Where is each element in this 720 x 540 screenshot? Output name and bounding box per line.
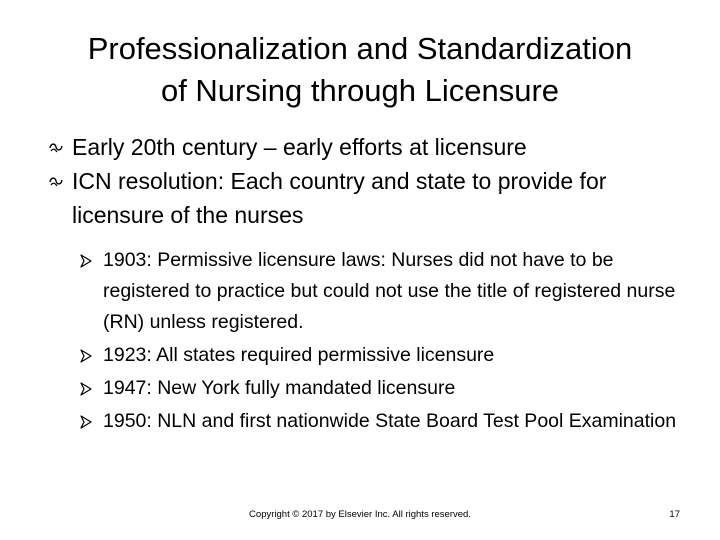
arrowhead-bullet-icon xyxy=(80,349,92,363)
page-number: 17 xyxy=(669,509,680,520)
copyright-footer: Copyright © 2017 by Elsevier Inc. All rights reserved. xyxy=(249,509,471,520)
sub-bullet-text: 1923: All states required permissive licensure xyxy=(103,344,495,366)
title-line-2: of Nursing through Licensure xyxy=(160,73,560,108)
sub-bullet-text: 1903: Permissive licensure laws: Nurses did not have to be registered to practice but could not use the title of registered nurse (RN) unless registered. xyxy=(103,249,676,333)
title-line-1: Professionalization and Standardization xyxy=(87,31,633,66)
bullet-item xyxy=(48,130,698,164)
curl-bullet-icon xyxy=(48,173,64,189)
sub-bullet-item xyxy=(80,406,680,437)
arrowhead-bullet-icon xyxy=(80,254,92,268)
arrowhead-bullet-icon xyxy=(80,382,92,396)
bullet-text: Early 20th century – early efforts at licensure xyxy=(72,134,527,160)
curl-bullet-icon xyxy=(48,139,64,155)
bullet-item xyxy=(48,164,698,232)
sub-bullet-item xyxy=(80,245,680,338)
arrowhead-bullet-icon xyxy=(80,415,92,429)
bullet-text: ICN resolution: Each country and state to provide for licensure of the nurses xyxy=(72,168,607,228)
sub-bullet-item xyxy=(80,340,680,371)
sub-bullet-text: 1947: New York fully mandated licensure xyxy=(103,377,456,399)
sub-bullet-list xyxy=(80,245,680,439)
sub-bullet-item xyxy=(80,373,680,404)
sub-bullet-text: 1950: NLN and first nationwide State Board Test Pool Examination xyxy=(103,410,677,432)
slide-title xyxy=(20,28,700,112)
bullet-list xyxy=(48,130,698,232)
